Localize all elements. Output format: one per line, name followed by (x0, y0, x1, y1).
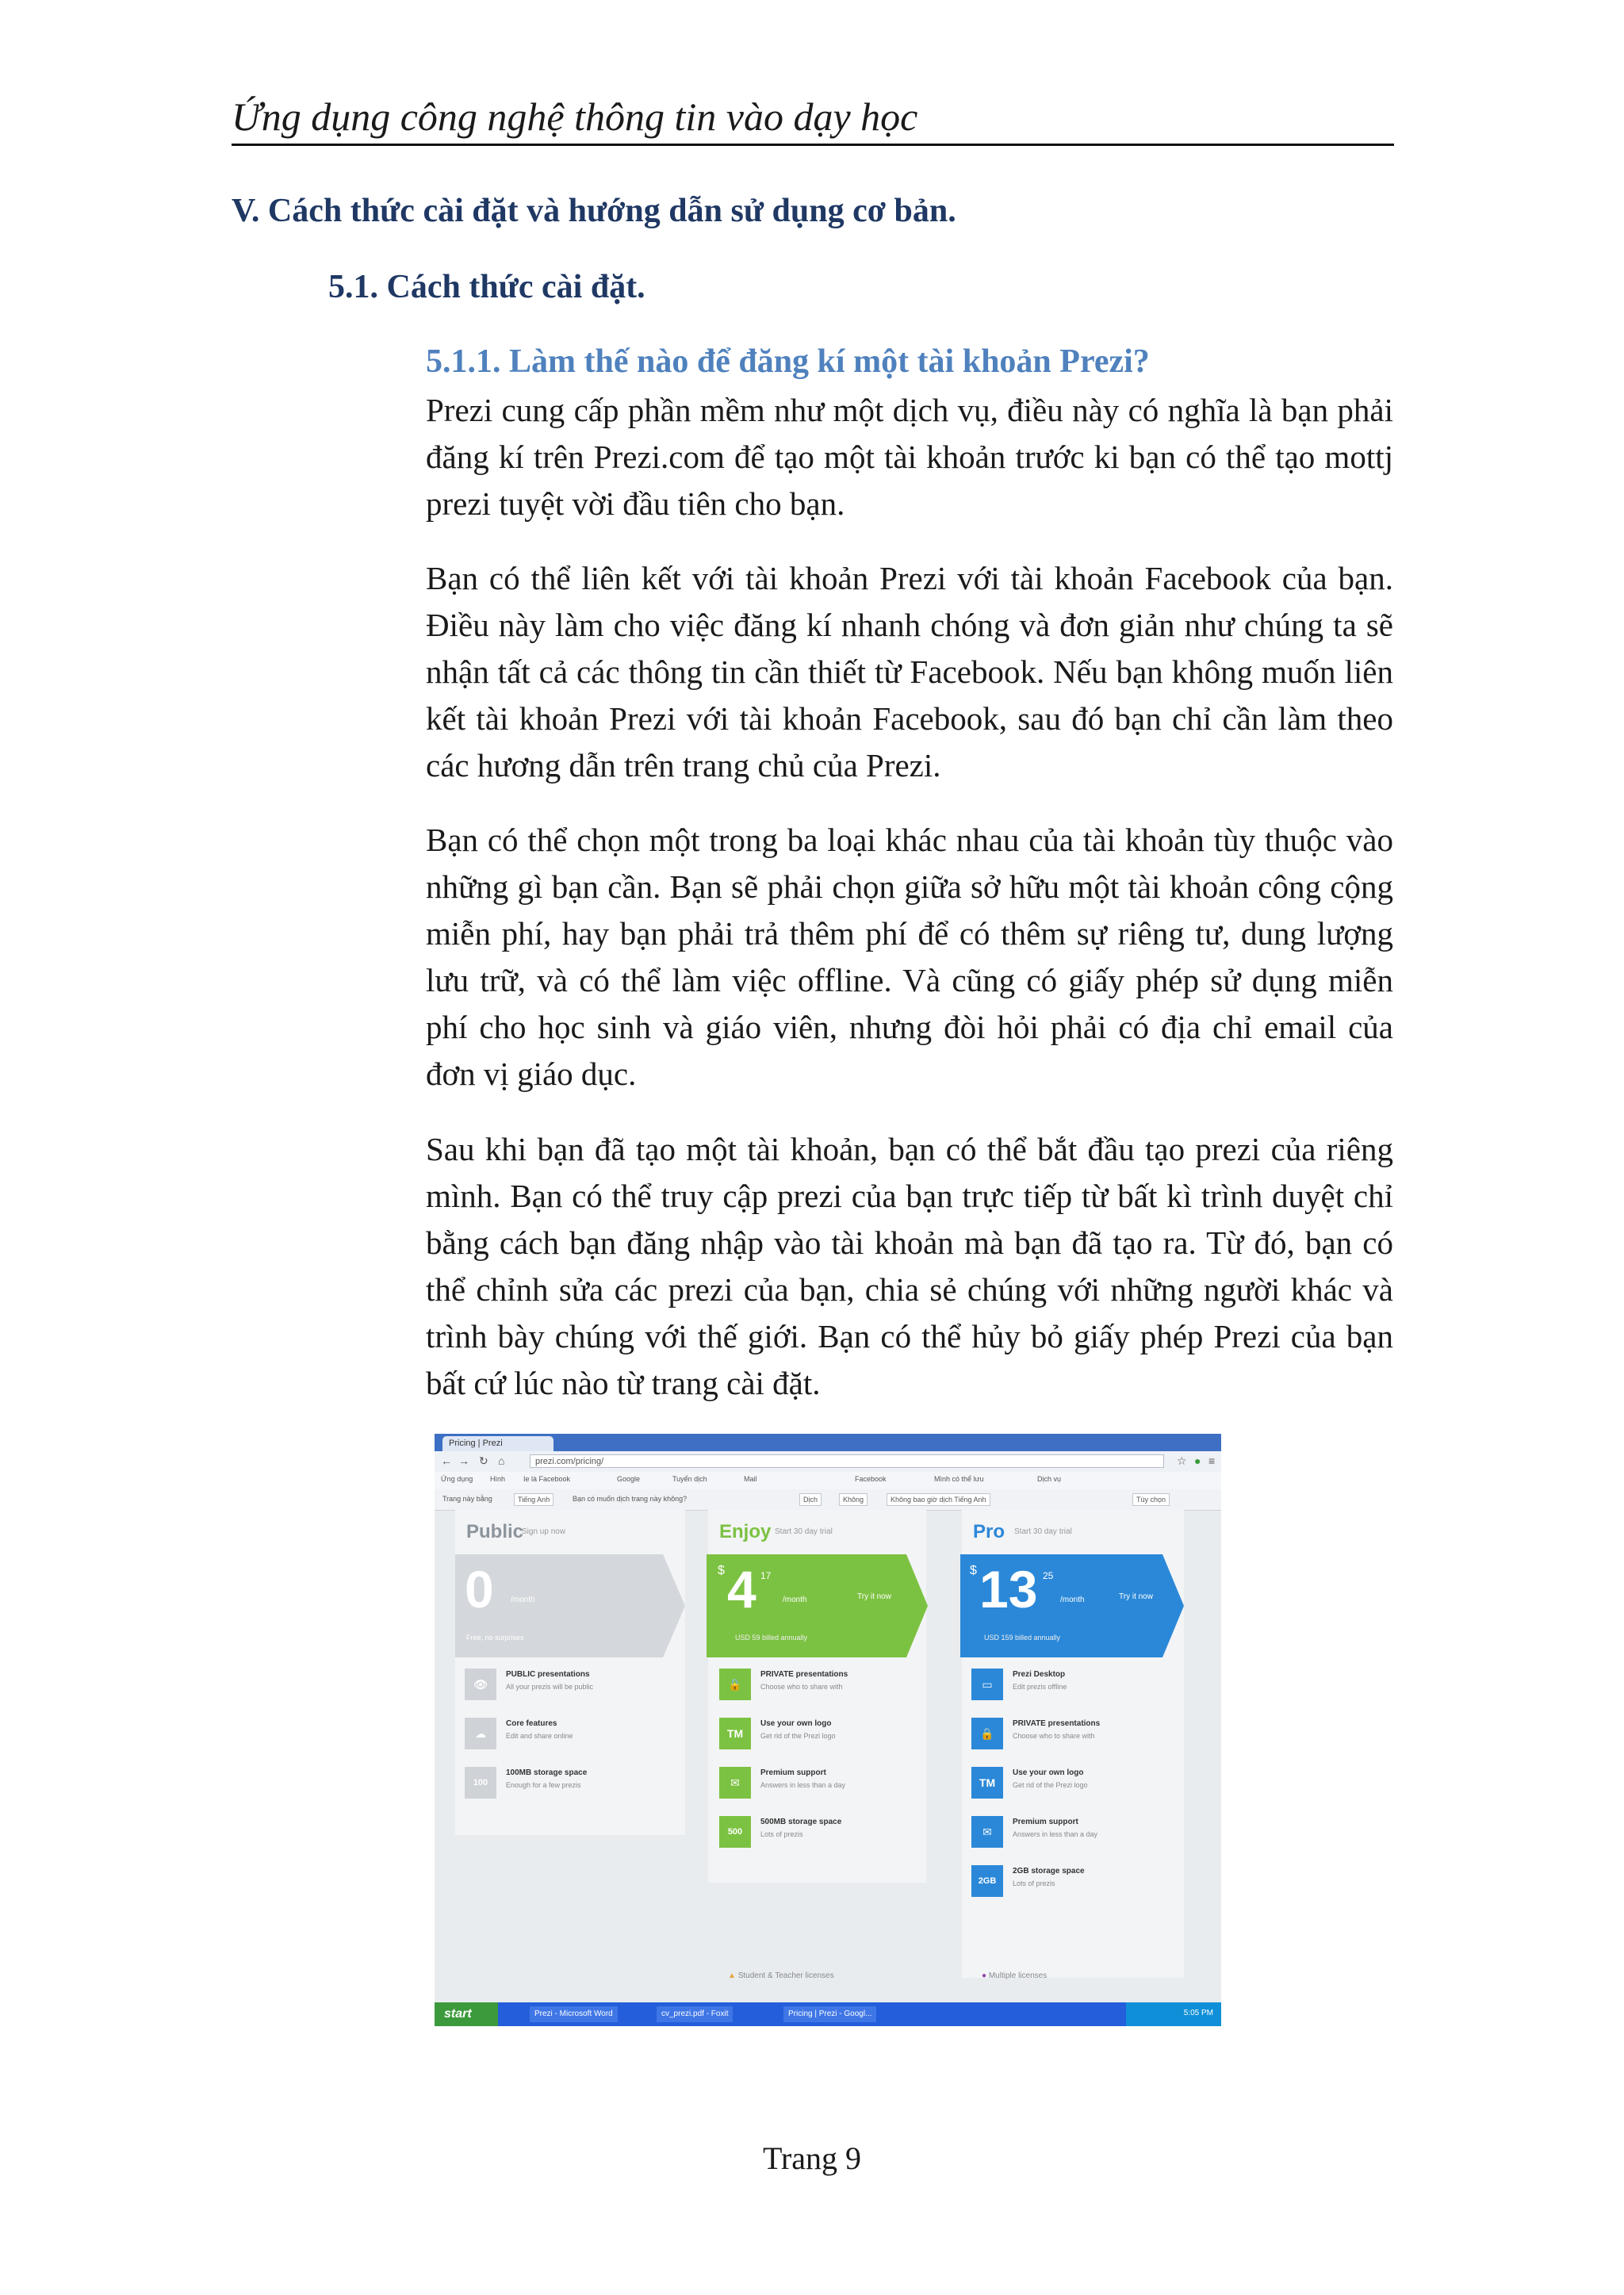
section-heading: V. Cách thức cài đặt và hướng dẫn sử dụng cơ bản. (232, 193, 956, 229)
feature-title: 100MB storage space (506, 1768, 588, 1777)
price-blurb: USD 59 billed annually (735, 1634, 808, 1642)
subsubsection-heading: 5.1.1. Làm thế nào để đăng kí một tài khoản Prezi? (426, 343, 1150, 380)
taskbar-item[interactable]: Pricing | Prezi - Googl... (783, 2006, 876, 2022)
feature-sub: Answers in less than a day (1013, 1830, 1098, 1838)
taskbar-item[interactable]: Prezi - Microsoft Word (530, 2006, 618, 2022)
feature-title: PRIVATE presentations (1013, 1719, 1101, 1728)
translate-label: Trang này bằng (442, 1495, 492, 1503)
multiple-licenses-link[interactable]: ● Multiple licenses (982, 1971, 1048, 1980)
desktop-icon: ▭ (971, 1669, 1003, 1700)
feature-sub: All your prezis will be public (506, 1683, 594, 1691)
price-value: 4 (727, 1560, 756, 1619)
price-cents: 25 (1043, 1570, 1054, 1581)
browser-tab[interactable]: Pricing | Prezi (442, 1436, 553, 1451)
feature-sub: Enough for a few prezis (506, 1781, 581, 1789)
bookmark-item[interactable]: Hình (490, 1475, 506, 1483)
feature-title: 2GB storage space (1013, 1867, 1085, 1875)
price-arrow: $ 13 25 /month Try it now USD 159 billed annually (960, 1554, 1184, 1657)
feature-title: Core features (506, 1719, 557, 1728)
feature-title: 500MB storage space (760, 1818, 842, 1826)
bookmark-item[interactable]: Ie là Facebook (523, 1475, 571, 1483)
feature-sub: Get rid of the Prezi logo (760, 1732, 836, 1740)
reload-icon[interactable]: ↻ (479, 1454, 488, 1467)
feature-sub: Answers in less than a day (760, 1781, 846, 1789)
language-select[interactable]: Tiếng Anh (514, 1493, 553, 1506)
forward-icon[interactable]: → (458, 1454, 469, 1467)
feature-title: PRIVATE presentations (760, 1670, 848, 1679)
paragraph: Sau khi bạn đã tạo một tài khoản, bạn có thể bắt đầu tạo prezi của riêng mình. Bạn có thể truy cập prezi của bạn trực tiếp từ bất kì trình duyệt chỉ bằng cách bạn đăng nhập vào tài khoản mà bạn đã tạo ra. Từ đó, bạn có thể chỉnh sửa các prezi của bạn, chia sẻ chúng với những người khác và trình bày chúng với thế giới. Bạn có thể hủy bỏ giấy phép Prezi của bạn bất cứ lúc nào từ trang cài đặt. (426, 1131, 1393, 1401)
plan-title: Pro (973, 1521, 1005, 1542)
subsection-heading: 5.1. Cách thức cài đặt. (328, 269, 645, 305)
prezi-pricing-screenshot (435, 1434, 1221, 2026)
plan-enjoy (708, 1510, 926, 1883)
plan-pro (962, 1510, 1184, 1978)
eye-icon: 👁 (465, 1669, 496, 1700)
translate-button[interactable]: Dịch (799, 1493, 822, 1506)
bookmark-item[interactable]: Mình có thể lưu (934, 1475, 984, 1483)
url-input[interactable]: prezi.com/pricing/ (530, 1454, 1164, 1468)
translate-bar (435, 1489, 1221, 1511)
price-arrow (455, 1554, 685, 1657)
feature-sub: Lots of prezis (1013, 1879, 1055, 1887)
bookmark-item[interactable]: Facebook (855, 1475, 887, 1483)
plan-title: Enjoy (719, 1521, 772, 1542)
plan-cta[interactable]: Sign up now (522, 1527, 566, 1536)
browser-tab-bar (435, 1434, 1221, 1451)
price-period: /month (783, 1596, 807, 1604)
clock: 5:05 PM (1183, 2009, 1213, 2017)
paragraph: Prezi cung cấp phần mềm như một dịch vụ, điều này có nghĩa là bạn phải đăng kí trên Prezi.com để tạo một tài khoản trước ki bạn có thể tạo mottj prezi tuyệt vời đầu tiên cho bạn. (426, 392, 1393, 522)
try-now-link[interactable]: Try it now (1119, 1592, 1153, 1601)
feature-title: Premium support (760, 1768, 826, 1777)
price-value: 13 (979, 1560, 1038, 1619)
plan-cta[interactable]: Start 30 day trial (775, 1527, 833, 1536)
feature-title: Premium support (1013, 1818, 1078, 1826)
student-teacher-link[interactable]: ▲ Student & Teacher licenses (728, 1971, 834, 1980)
bookmark-item[interactable]: Dịch vụ (1037, 1475, 1062, 1483)
trademark-icon: TM (971, 1767, 1003, 1799)
bookmarks-bar (435, 1472, 1221, 1490)
plan-public (455, 1510, 685, 1835)
feature-title: Use your own logo (760, 1719, 832, 1728)
plan-title: Public (466, 1521, 524, 1542)
page-number: Trang 9 (762, 2140, 862, 2176)
trademark-icon: TM (719, 1718, 751, 1749)
no-button[interactable]: Không (839, 1493, 868, 1506)
feature-sub: Get rid of the Prezi logo (1013, 1781, 1088, 1789)
bookmark-item[interactable]: Ứng dụng (441, 1475, 473, 1483)
options-button[interactable]: Tùy chọn (1132, 1493, 1170, 1506)
star-icon[interactable]: ☆ (1177, 1454, 1187, 1467)
student-icon: ▲ (728, 1971, 736, 1980)
taskbar-item[interactable]: cv_prezi.pdf - Foxit (657, 2006, 733, 2022)
price-value: 0 (465, 1560, 494, 1619)
feature-title: Use your own logo (1013, 1768, 1084, 1777)
feature-title: PUBLIC presentations (506, 1670, 590, 1679)
address-bar (435, 1451, 1221, 1473)
feature-sub: Choose who to share with (1013, 1732, 1095, 1740)
price-arrow: $ 4 17 /month Try it now USD 59 billed annually (707, 1554, 928, 1657)
translate-question: Bạn có muốn dịch trang này không? (573, 1495, 688, 1503)
bookmark-item[interactable]: Tuyển dịch (672, 1475, 707, 1483)
lock-icon: 🔒 (971, 1718, 1003, 1749)
taskbar (435, 2002, 1221, 2026)
price-period: /month (511, 1596, 535, 1604)
feature-sub: Edit prezis offline (1013, 1683, 1067, 1691)
price-blurb: USD 159 billed annually (984, 1634, 1061, 1642)
cloud-icon: ☁ (465, 1718, 496, 1749)
try-now-link[interactable]: Try it now (857, 1592, 891, 1601)
price-cents: 17 (760, 1570, 772, 1581)
storage-icon: 500 (719, 1816, 751, 1848)
menu-icon[interactable]: ≡ (1208, 1454, 1216, 1467)
storage-icon: 100 (465, 1767, 496, 1799)
feature-sub: Edit and share online (506, 1732, 573, 1740)
feature-sub: Choose who to share with (760, 1683, 843, 1691)
back-icon[interactable]: ← (441, 1454, 452, 1467)
bookmark-item[interactable]: Google (617, 1475, 641, 1483)
paragraph: Bạn có thể chọn một trong ba loại khác nhau của tài khoản tùy thuộc vào những gì bạn cần. Bạn sẽ phải chọn giữa sở hữu một tài khoản công cộng miễn phí, hay bạn phải trả thêm phí để có thêm sự riêng tư, dung lượng lưu trữ, và có thể làm việc offline. Và cũng có giấy phép sử dụng miễn phí cho học sinh và giáo viên, nhưng đòi hỏi phải có địa chỉ email của đơn vị giáo dục. (426, 822, 1393, 1092)
paragraph: Bạn có thể liên kết với tài khoản Prezi với tài khoản Facebook của bạn. Điều này làm cho việc đăng kí nhanh chóng và đơn giản như chúng ta sẽ nhận tất cả các thông tin cần thiết từ Facebook. Nếu bạn không muốn liên kết tài khoản Prezi với tài khoản Facebook, sau đó bạn chỉ cần làm theo các hương dẫn trên trang chủ của Prezi. (426, 560, 1393, 784)
header-rule (232, 144, 1394, 146)
page-header: Ứng dụng công nghệ thông tin vào dạy học (232, 94, 918, 139)
feature-sub: Lots of prezis (760, 1830, 803, 1838)
never-translate-button[interactable]: Không bao giờ dịch Tiếng Anh (887, 1493, 990, 1506)
group-icon: ● (982, 1971, 987, 1980)
start-button[interactable]: start (435, 2002, 498, 2026)
system-tray (1126, 2002, 1221, 2026)
home-icon[interactable]: ⌂ (498, 1454, 505, 1467)
lock-icon: 🔒 (719, 1669, 751, 1700)
bookmark-item[interactable]: Mail (744, 1475, 757, 1483)
price-blurb: Free, no surprises (466, 1634, 524, 1642)
price-period: /month (1060, 1596, 1085, 1604)
plan-cta[interactable]: Start 30 day trial (1014, 1527, 1072, 1536)
extension-icon[interactable]: ● (1194, 1454, 1201, 1467)
support-icon: ✉ (971, 1816, 1003, 1848)
storage-icon: 2GB (971, 1865, 1003, 1897)
support-icon: ✉ (719, 1767, 751, 1799)
feature-title: Prezi Desktop (1013, 1670, 1066, 1679)
